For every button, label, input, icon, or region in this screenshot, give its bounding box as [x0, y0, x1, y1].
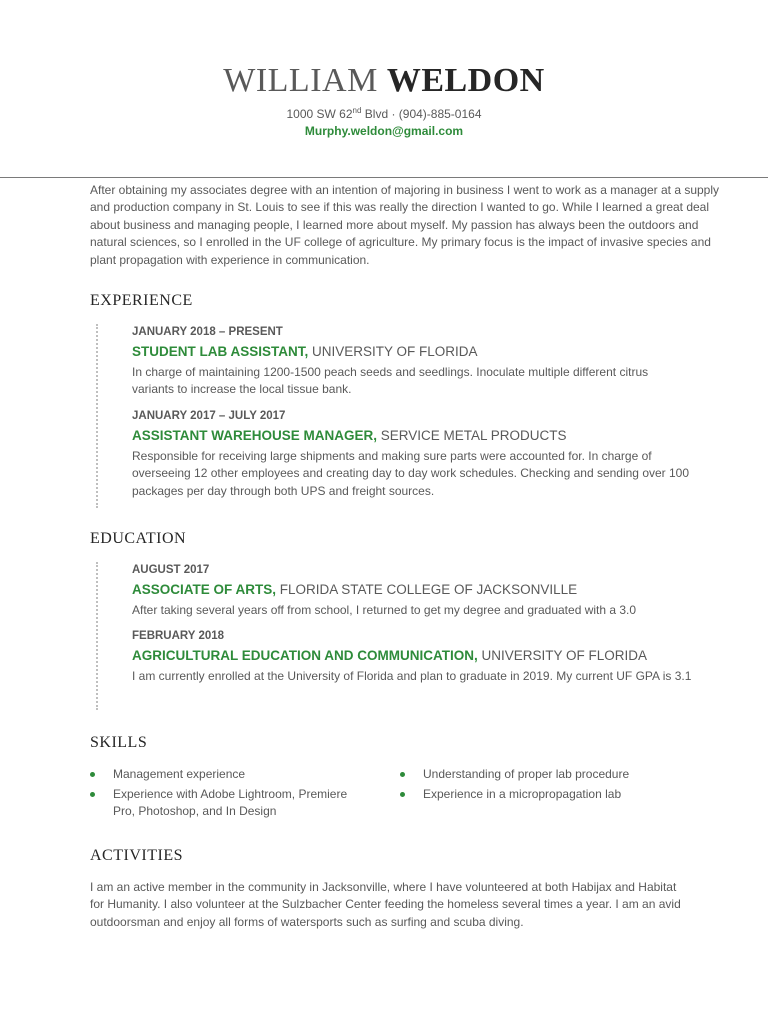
skill-text: Experience in a micropropagation lab — [423, 787, 622, 801]
bullet-icon — [400, 772, 405, 777]
skills-list — [90, 766, 710, 823]
entry-role — [132, 646, 698, 666]
experience-entry — [98, 324, 698, 399]
entry-title: AGRICULTURAL EDUCATION AND COMMUNICATION, — [132, 648, 478, 664]
entry-date: FEBRUARY 2018 — [132, 630, 225, 643]
experience-heading: EXPERIENCE — [90, 292, 193, 309]
summary-paragraph: After obtaining my associates degree with an intention of majoring in business I went to work as a manager at a supply and production company in St. Louis to see if this was really the direction I wanted to go. While I learned a great deal about business and managing people, I learned more about myself. My passion has always been the outdoors and natural sciences, so I enrolled in the UF college of agriculture. My primary focus is the impact of invasive species and plant propagation with experience in communication. — [90, 183, 720, 267]
last-name: WELDON — [386, 62, 545, 99]
entry-role — [132, 426, 698, 446]
experience-entry — [98, 408, 698, 500]
bullet-icon — [90, 772, 95, 777]
entry-description: Responsible for receiving large shipments and making sure parts were accounted for. In charge of overseeing 12 other employees and creating day to day work schedules. Checking and sending over 100 packages per day through both UPS and freight sources. — [132, 448, 690, 498]
education-entry — [98, 562, 698, 619]
entry-role — [132, 342, 698, 362]
entry-role — [132, 580, 698, 600]
entry-org: UNIVERSITY OF FLORIDA — [477, 648, 648, 664]
skill-text: Management experience — [113, 767, 246, 781]
address-pre: 1000 SW 62 — [286, 107, 353, 121]
skill-item — [400, 786, 673, 803]
contact-line — [0, 106, 768, 121]
skill-item — [400, 766, 673, 783]
email-link[interactable]: Murphy.weldon@gmail.com — [304, 124, 464, 138]
entry-title: ASSISTANT WAREHOUSE MANAGER, — [132, 427, 378, 443]
entry-org: UNIVERSITY OF FLORIDA — [308, 344, 478, 359]
skill-item — [90, 766, 363, 783]
entry-description: In charge of maintaining 1200-1500 peach seeds and seedlings. Inoculate multiple different citrus variants to increase the local tissue bank. — [132, 365, 649, 397]
experience-timeline — [96, 324, 698, 508]
skill-text: Understanding of proper lab procedure — [423, 767, 630, 781]
entry-org: FLORIDA STATE COLLEGE OF JACKSONVILLE — [276, 582, 578, 597]
entry-title: ASSOCIATE OF ARTS, — [132, 582, 277, 597]
activities-paragraph: I am an active member in the community in Jacksonville, where I have volunteered at both Habijax and Habitat for Humanity. I also volunteer at the Sulzbacher Center feeding the homeless several times a year. I am an avid outdoorsman and enjoy all forms of watersports such as surfing and scuba diving. — [90, 880, 681, 929]
education-timeline — [96, 562, 698, 710]
skill-item — [90, 786, 363, 820]
address-post: Blvd · (904)-885-0164 — [361, 107, 482, 121]
entry-description: I am currently enrolled at the University of Florida and plan to graduate in 2019. My current UF GPA is 3.1 — [132, 669, 692, 684]
entry-org: SERVICE METAL PRODUCTS — [377, 427, 567, 443]
skills-heading: SKILLS — [90, 734, 148, 751]
resume-header — [0, 0, 768, 138]
activities-heading: ACTIVITIES — [90, 847, 183, 864]
education-entry — [98, 628, 698, 685]
entry-title: STUDENT LAB ASSISTANT, — [132, 344, 309, 359]
first-name: WILLIAM — [223, 62, 378, 99]
skill-text: Experience with Adobe Lightroom, Premiere Pro, Photoshop, and In Design — [113, 787, 348, 818]
candidate-name — [0, 62, 768, 100]
entry-description: After taking several years off from school, I returned to get my degree and graduated with a 3.0 — [132, 603, 637, 617]
entry-date: JANUARY 2017 – JULY 2017 — [132, 409, 286, 422]
skills-column-left — [90, 766, 400, 823]
entry-date: AUGUST 2017 — [132, 564, 210, 576]
bullet-icon — [400, 792, 405, 797]
education-heading: EDUCATION — [90, 530, 187, 547]
bullet-icon — [90, 792, 95, 797]
address-superscript: nd — [352, 106, 362, 115]
header-divider — [0, 177, 768, 178]
skills-column-right — [400, 766, 710, 823]
entry-date: JANUARY 2018 – PRESENT — [132, 326, 283, 338]
